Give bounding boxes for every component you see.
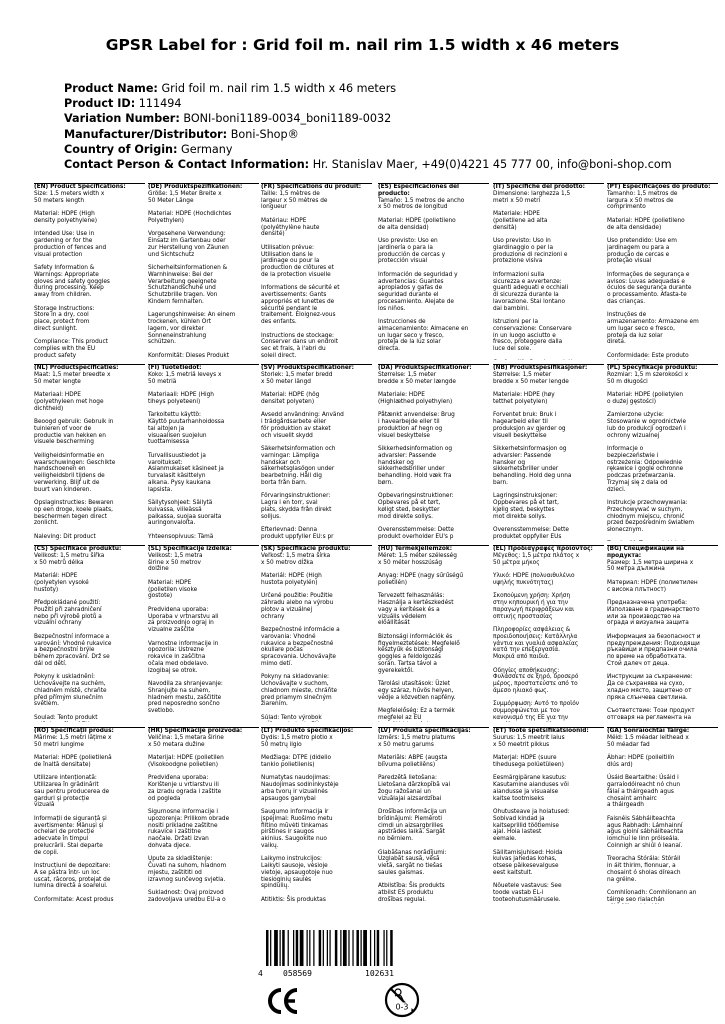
barcode-bar	[348, 930, 349, 966]
spec-heading: (SV) Produktspecifikationer:	[261, 365, 354, 371]
page-title: GPSR Label for : Grid foil m. nail rim 1.5 width x 46 meters	[105, 36, 620, 54]
barcode-bar	[296, 930, 299, 966]
barcode-bar	[343, 930, 347, 966]
spec-body: Størrelse: 1,5 meter bredde x 50 meter længde Materiale: HDPE (Highlæthed polyethylen) Påtænkt anvendelse: Brug i havearbejde eller til produktion af hegn og visuel beskyttelse Sikkerhedsinformation og advarsler: Passende handsker og sikkerhedsbriller under behandling. Hold væk fra børn. Opbevaringsinstruktioner: Opbevares på et tørt, køligt sted, beskytter mod direkte sollys. Overensstemmelse: Dette produkt overholder EU's p	[378, 371, 456, 540]
spec-body: Velikost: 1,5 metra širine x 50 metrov dolžine Material: HDPE (polietilen visoke gostote) Predvidena uporaba: Uporaba v vrtnarstvu ali za proizvodnjo ograj in vizualne zaščite Varnostne informacije in opozorila: Ustrezne rokavice in zaščitna očala med obdelavo. Izogibaj se otrok. Navodila za shranjevanje: Shranjujte na suhem, hladnem mestu, zaščitite pred neposredno sončno svetlobo.	[148, 552, 223, 714]
spec-block	[34, 727, 145, 904]
spec-heading: (ET) Toote spetsifikatsioonid:	[493, 728, 589, 734]
spec-body: Veličina: 1,5 metara širine x 50 metara dužine Materijal: HDPE (polietilen (Visokoodgne polietilen) Predviđena uporaba: Korištenje u vrtlarstvu ili za izradu ograda i zaštite od pogleda Sigurnosne informacije i upozorenja: Prilikom obrade nositi prikladne zaštitne rukavice i zaštitne naočale. Držati izvan dohvata djece. Upute za skladištenje: Čuvati na suhom, hladnom mjestu, zaštititi od izravnog sunčevog svjetla. Sukladnost: Ovaj proizvod zadovoljava uredbu EU-a o	[148, 734, 230, 903]
header-label: Product Name:	[64, 82, 158, 95]
spec-heading: (FI) Tuotetiedot:	[148, 365, 202, 371]
spec-heading: (HR) Specifikacije proizvoda:	[148, 728, 243, 734]
spec-body: Suurus: 1,5 meetrit laius x 50 meetrit pikkus Materjal: HDPE (suure tihedusega polüetüleen) Eesmärgipärane kasutus: Kasutamine aianduses või aiandusse ja visuaalse kaitse tootmiseks Ohutusteave ja hoiatused: Sobivad kindad ja kaitseprillid töötlemise ajal. Hoia lastest eemale. Säilitamisjuhised: Hoida kuivas jahedas kohas, otsese päikesevalguse eest kaitstult. Nõuetele vastavus: See toode vastab EL-i tooteohutusmäärusele.	[493, 734, 570, 903]
barcode-left-digits: 058569	[283, 969, 312, 978]
spec-heading: (BG) Спецификации на продукта:	[607, 546, 685, 559]
spec-block	[148, 183, 259, 360]
barcode-bar	[340, 930, 341, 966]
barcode-bar	[323, 930, 324, 966]
spec-body: Rozmiar: 1,5 m szerokości x 50 m długości Materiał: HDPE (polietylen o dużej gęstości) Zamierzone użycie: Stosowanie w ogrodnictwie lub do produkcji ogrodzeń i ochrony wizualnej Informacje o bezpieczeństwie i ostrzeżenia: Odpowiednie rękawice i gogle ochronne podczas przetwarzania. Trzymaj się z dala od dzieci. Instrukcje przechowywania: Przechowywać w suchym, chłodnym miejscu, chronić przed bezpośrednim światłem słonecznym.	[607, 371, 695, 533]
spec-heading: (IT) Specifiche del prodotto:	[493, 184, 585, 190]
spec-block	[378, 545, 489, 722]
barcode-bar	[383, 930, 384, 966]
spec-block	[148, 727, 259, 904]
barcode-bar	[309, 930, 310, 966]
header-label: Country of Origin:	[64, 142, 178, 156]
header-row	[64, 96, 714, 111]
header-value: Grid foil m. nail rim 1.5 width x 46 meters	[161, 82, 397, 95]
spec-body: Размер: 1,5 метра ширина x 50 метра дължина Материал: HDPE (полиетилен с висока плътност) Предназначена употреба: Използване в градинарството или за производство на ограда и визуална защита Информация за безопасност и предупреждения: Подходящи ръкавици и предпазни очила по време на обработката. Стой далеч от деца. Инструкции за съхранение: Да се съхранява на сухо, хладно място, защитено от пряка слънчева светлина. Съответствие: Този продукт отговаря на регламента на	[607, 559, 701, 721]
header-row	[64, 127, 714, 142]
barcode-bar	[374, 930, 375, 966]
spec-heading: (EL) Προδιαγραφές προϊόντος:	[493, 546, 593, 552]
age-warning-icon	[384, 982, 420, 1018]
spec-body: Taille: 1,5 mètres de largeur x 50 mètres de longueur Matériau: HDPE (polyéthylène haute densité) Utilisation prévue: Utilisation dans le jardinage ou pour la production de clôtures et de la protection visuelle Informations de sécurité et avertissements: Gants appropriés et lunettes de sécurité pendant le traitement. Éloignez-vous des enfants. Instructions de stockage: Conserver dans un endroit sec et frais, à l'abri du soleil direct.	[261, 190, 340, 359]
spec-block	[607, 727, 718, 904]
spec-body: Storlek: 1,5 meter bredd x 50 meter längd Material: HDPE (hög densitet polyeten) Avsedd användning: Använd i trädgårdsarbete eller för produktion av staket och visuellt skydd Säkerhetsinformation och varningar: Lämpliga handskar och säkerhetsglasögon under bearbetning. Håll dig borta från barn. Förvaringsinstruktioner: Lagra i en torr, sval plats, skydda från direkt solljus. Efterlevnad: Denna produkt uppfyller EU:s pr	[261, 371, 344, 540]
header-row	[64, 157, 714, 172]
spec-body: Tamaño: 1.5 metros de ancho x 50 metros de longitud Material: HDPE (polietileno de alta densidad) Uso previsto: Uso en jardinería o para la producción de cercas y protección visual Información de seguridad y advertencias: Guantes apropiados y gafas de seguridad durante el procesamiento. Alejate de los niños. Instrucciones de almacenamiento: Almacene en un lugar seco y fresco, proteja de la luz solar directa.	[378, 197, 469, 352]
spec-body: Velikost: 1,5 metru šířka x 50 metrů délka Materiál: HDPE (polyetylen vysoké hustoty) Předpokládané použití: Použití při zahradničení nebo při výrobě plotů a vizuální ochrany Bezpečnostní informace a varování: Vhodné rukavice a bezpečnostní brýle během zpracování. Drž se dál od dětí. Pokyny k uskladnění: Uchovávejte na suchém, chladném místě, chraňte před přímým slunečním světlem. Soulad: Tento produkt	[34, 552, 112, 721]
spec-block	[607, 183, 718, 360]
spec-body: Dydis: 1,5 metro plotio x 50 metrų ilgio Medžiaga: DTPE (didelio tankio polietilenis) Numatytas naudojimas: Naudojimas sodininkystėje arba tvorų ir vizualinės apsaugos gamybai Saugumo informacija ir įspėjimai: Ruošimo metu filtino mūvėti tinkamas pirštines ir saugos akinius. Saugokite nuo vaikų. Laikymo instrukcijos: Laikyti sausoje, vėsioje vietoje, apsaugotoje nuo tiesioginių saulės spindulių. Atitiktis: Šis produktas	[261, 734, 339, 903]
spec-block	[493, 727, 604, 904]
barcode-bar	[270, 930, 271, 966]
spec-heading: (FR) Spécifications du produit:	[261, 184, 362, 190]
spec-block	[261, 727, 372, 904]
barcode-bar	[293, 930, 294, 966]
spec-block	[148, 364, 259, 541]
spec-heading: (RO) Specificații produs:	[34, 728, 114, 734]
spec-body: Veľkosť: 1,5 metra šírka x 50 metrov dĺžka Materiál: HDPE (High hustota polyetylén) Určené použitie: Použitie záhradu alebo na výrobu plotov a vizuálnej ochrany Bezpečnostné informácie a varovania: Vhodné rukavice a bezpečnostné okuliare počas spracovania. Uchovávajte mimo detí. Pokyny na skladovanie: Uchovávajte v suchom, chladnom mieste, chráňte pred priamym slnečným žiarením. Súlad: Tento výrobok	[261, 552, 340, 721]
spec-block	[607, 364, 718, 541]
spec-block	[261, 183, 372, 360]
spec-body: Izmērs: 1,5 metru platums x 50 metru garums Materiāls: ABPE (augsta blīvuma polietilēns) Paredzētā lietošana: Lietošana dārzkopībā vai žogu ražošanai un vizuālajai aizsardzībai Drošības informācija un brīdinājumi: Piemēroti cimdi un aizsargbrilles apstrādes laikā. Sargāt no bērniem. Glabāšanas norādījumi: Uzglabāt sausā, vēsā vietā, sargāt no tiešas saules gaismas. Atbilstība: Šis produkts atbilst ES produktu drošības regulai.	[378, 734, 456, 903]
spec-body: Size: 1.5 meters width x 50 meters length Material: HDPE (High density polyethylene) Intended Use: Use in gardening or for the production of fences and visual protection Safety Information & Warnings: Appropriate gloves and safety goggles during processing. Keep away from children. Storage Instructions: Store in a dry, cool place, protect from direct sunlight. Compliance: This product complies with the EU product safety	[34, 190, 110, 359]
barcode-bar	[329, 930, 330, 966]
spec-block	[34, 545, 145, 722]
barcode-bar	[370, 930, 371, 966]
header-value: 111494	[138, 97, 182, 111]
spec-block	[378, 727, 489, 904]
spec-block	[148, 545, 259, 722]
spec-heading: (EN) Product Specifications:	[34, 184, 126, 190]
barcode-bar	[313, 930, 314, 966]
spec-heading: (DE) Produktspezifikationen:	[148, 184, 243, 190]
spec-body: Méid: 1.5 méadar leithead x 50 méadar fad Ábhar: HDPE (poileitilín dlús ard) Úsáid Beartaithe: Úsáid i garraíodóireacht nó chun fálaí a tháirgeadh agus chosaint amhairc a tháirgeadh Faisnéis Sábháilteachta agus Rabhadh: Lámhainní agus gloiní sábháilteachta iomchuí le linn próiseála. Coinnigh ar shiúl ó leanaí. Treoracha Stórála: Stóráil in áit thirim, fionnuar, a chosaint ó sholas díreach na gréine. Comhlíonadh: Comhlíonann an táirge seo rialachán	[607, 734, 697, 903]
header-value: Hr. Stanislav Maer, +49(0)4221 45 777 00, info@boni-shop.com	[312, 158, 672, 172]
spec-heading: (LT) Produkto specifikacijos:	[261, 728, 354, 734]
spec-block	[493, 364, 604, 541]
header-label: Variation Number:	[64, 112, 180, 126]
barcode-bar	[356, 930, 359, 966]
barcode-bar	[319, 930, 322, 966]
spec-block	[493, 545, 604, 722]
ce-mark-icon	[266, 986, 300, 1016]
header-value: Germany	[181, 142, 233, 156]
spec-body: Mărime: 1,5 metri lățime x 50 metri lungime Material: HDPE (polietilenă de înaltă densitate) Utilizare intenționată: Utilizarea în grădinărit sau pentru producerea de garduri și protecție vizuală Informații de siguranță și avertismente: Mănuși și ochelari de protecție adecvate în timpul prelucrării. Stai departe de copii. Instrucțiuni de depozitare: A se păstra într- un loc uscat, răcoros, protejat de lumina directă a soarelui. Conformitate: Acest produs	[34, 734, 114, 903]
header-row	[64, 142, 714, 157]
header-label: Product ID:	[64, 97, 136, 111]
spec-heading: (NL) Productspecificaties:	[34, 365, 119, 371]
barcode-bar	[327, 930, 328, 966]
spec-heading: (SK) Špecifikácie produktu:	[261, 546, 351, 552]
spec-body: Μέγεθος: 1,5 μέτρα πλάτος x 50 μέτρα μήκος Υλικό: HDPE (πολυαιθυλένιο υψηλής πυκνότητας) Σκοπούμενη χρήση: Χρήση στην κηπουρική ή για την παραγωγή περιφράξεων και οπτικής προστασίας Πληροφορίες ασφάλειας & προειδοποιήσεις: Κατάλληλα γάντια και γυαλιά ασφαλείας κατά την επεξεργασία. Μακριά από παιδιά. Οδηγίες αποθήκευσης: Φυλάσσετε σε ξηρό, δροσερό μέρος, προστατεύστε από το άμεσο ηλιακό φως. Συμμόρφωση: Αυτό το προϊόν συμμορφώνεται με τον κανονισμό της ΕΕ για την	[493, 552, 580, 721]
spec-body: Koko: 1,5 metriä leveys x 50 metriä Materiaali: HDPE (High tiheys polyeteeni) Tarkoitettu käyttö: Käyttö puutarhanhoidossa tai aitojen ja visuaalisen suojelun tuottamisessa Turvallisuustiedot ja varoitukset: Asianmukaiset käsineet ja turvalasit käsittelyn aikana. Pysy kaukana lapsista. Säilytysohjeet: Säilytä kuivassa, viileässä paikassa, suojaa suoralta auringonvalolta. Yhteensopivuus: Tämä	[148, 371, 225, 540]
spec-body: Tamanho: 1,5 metros de largura x 50 metros de comprimento Material: HDPE (polietileno de alta densidade) Uso pretendido: Use em jardinagem ou para a produção de cercas e proteção visual Informações de segurança e avisos: Luvas adequadas e óculos de segurança durante o processamento. Afasta-te das crianças. Instruções de armazenamento: Armazene em um lugar seco e fresco, proteja da luz solar direta. Conformidade: Este produto	[607, 190, 699, 359]
age-label: 0-3	[395, 1002, 409, 1012]
spec-block	[261, 364, 372, 541]
barcode-bar	[300, 930, 304, 966]
spec-block	[261, 545, 372, 722]
spec-heading: (LV) Produkta specifikācijas:	[378, 728, 471, 734]
barcode-bar	[282, 930, 285, 966]
barcode-bar	[352, 930, 353, 966]
spec-block	[607, 545, 718, 722]
spec-heading: (CS) Specifikace produktu:	[34, 546, 122, 552]
header-value: Boni-Shop®	[230, 127, 299, 141]
spec-body: Dimensione: larghezza 1,5 metri x 50 metri Materiale: HDPE (polietilene ad alta densità) Uso previsto: Uso in giardinaggio o per la produzione di recinzioni e protezione visiva Informazioni sulla sicurezza e avvertenze: guanti adeguati e occhiali di sicurezza durante la lavorazione. Stai lontano dai bambini. Istruzioni per la conservazione: Conservare in un luogo asciutto e fresco, proteggere dalla luce del sole.	[493, 190, 572, 352]
spec-heading: (PL) Specyfikacje produktu:	[607, 365, 698, 371]
spec-block	[378, 364, 489, 541]
header-row	[64, 81, 714, 96]
header-label: Manufacturer/Distributor:	[64, 127, 228, 141]
spec-block	[378, 183, 489, 360]
spec-heading: (ES) Especificaciones del producto:	[378, 184, 460, 197]
spec-body: Méret: 1,5 méter szélesség x 50 méter hosszúság Anyag: HDPE (nagy sűrűségű polietilén) Tervezett felhasználás: Használja a kertészkedést vagy a kerítések és a vizuális védelem előállítását Biztonsági információk és figyelmeztetések: Megfelelő kesztyűk és biztonsági goggles a feldolgozás során. Tartsa távol a gyerekektől. Tárolási utasítások: Üzlet egy száraz, hűvös helyen, védje a közvetlen napfény. Megfelelőség: Ez a termék megfelel az EU	[378, 552, 464, 721]
barcode-bar	[274, 930, 278, 966]
spec-heading: (NB) Produktspesifikasjoner:	[493, 365, 588, 371]
product-header	[64, 81, 714, 172]
header-label: Contact Person & Contact Information:	[64, 158, 310, 172]
barcode-bar	[361, 930, 362, 966]
barcode	[266, 930, 428, 966]
barcode-bar	[307, 930, 308, 966]
spec-heading: (SL) Specifikacije izdelka:	[148, 546, 232, 552]
spec-body: Størrelse: 1,5 meter bredde x 50 meter lengde Materiale: HDPE (høy tetthet polyetylen) Forventet bruk: Bruk i hagearbeid eller til produksjon av gjerder og visuell beskyttelse Sikkerhetsinformasjon og advarsler: Passende hansker og sikkerhetsbriller under behandling. Hold deg unna barn. Lagringsinstruksjoner: Oppbevares på et tørt, kjølig sted, beskyttes mot direkte sollys. Overensstemmelse: Dette produktet oppfyller EUs	[493, 371, 572, 540]
barcode-bar	[335, 930, 338, 966]
barcode-right-digits: 102631	[365, 969, 394, 978]
barcode-lead-digit: 4	[258, 969, 263, 978]
barcode-bar	[266, 930, 269, 966]
spec-heading: (PT) Especificações do produto:	[607, 184, 711, 190]
spec-heading: (HU) Termékjellemzők:	[378, 546, 453, 552]
barcode-bar	[390, 930, 393, 966]
barcode-bar	[363, 930, 367, 966]
barcode-bar	[377, 930, 380, 966]
header-value: BONI-boni1189-0034_boni1189-0032	[183, 112, 392, 126]
spec-block	[34, 183, 145, 360]
spec-heading: (DA) Produktspecifikationer:	[378, 365, 472, 371]
barcode-bar	[386, 930, 387, 966]
barcode-bar	[288, 930, 289, 966]
barcode-bar	[280, 930, 281, 966]
spec-block	[493, 183, 604, 360]
spec-heading: (GA) Sonraíochtaí Táirge:	[607, 728, 690, 734]
header-row	[64, 111, 714, 126]
spec-body: Größe: 1,5 Meter Breite x 50 Meter Länge Material: HDPE (Hochdichtes Polyethylen) Vorgesehene Verwendung: Einsatz im Gartenbau oder zur Herstellung von Zäunen und Sichtschutz Sicherheitsinformationen & Warnhinweise: Bei der Verarbeitung geeignete Schutzhandschuhe und Schutzbrille tragen. Von Kindern fernhalten. Lagerungshinweise: An einem trockenen, kühlen Ort lagern, vor direkter Sonneneinstrahlung schützen. Konformität: Dieses Produkt	[148, 190, 236, 359]
spec-body: Maat: 1,5 meter breedte x 50 meter lengte Materiaal: HDPE (polyethyleen met hoge dichtheid) Beoogd gebruik: Gebruik in tuinieren of voor de productie van hekken en visuele bescherming Veiligheidsinformatie en waarschuwingen: Geschikte handschoenen en veiligheidsbril tijdens de verwerking. Blijf uit de buurt van kinderen. Opslaginstructies: Bewaren op een droge, koele plaats, beschermen tegen direct zonlicht. Naleving: Dit product	[34, 371, 116, 540]
spec-block	[34, 364, 145, 541]
